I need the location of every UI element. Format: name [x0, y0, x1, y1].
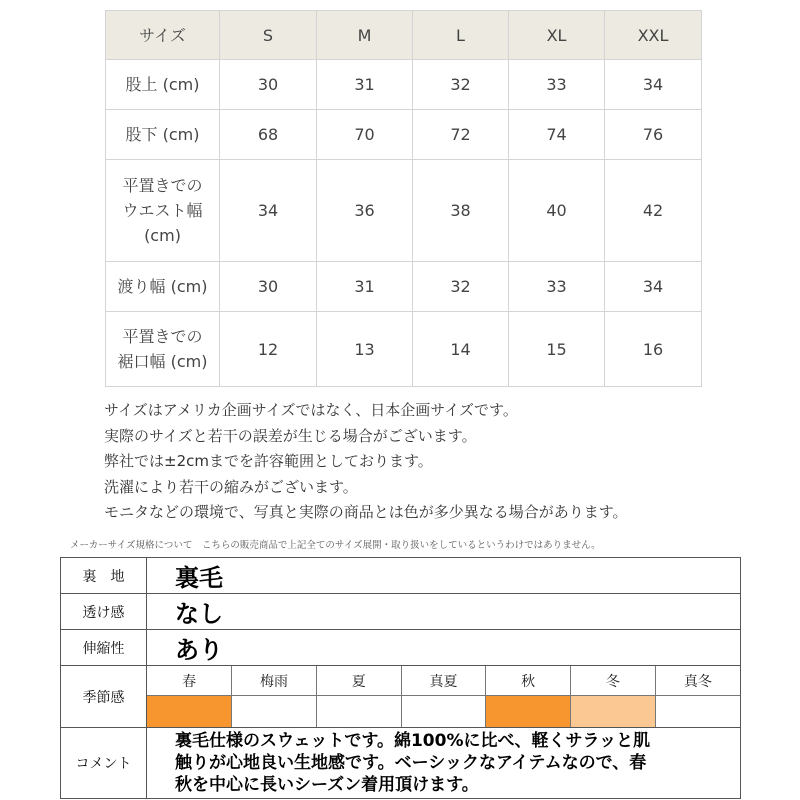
spec-label-season: 季節感 — [61, 666, 147, 728]
size-cell: 31 — [317, 262, 413, 312]
size-cell: 42 — [605, 160, 702, 262]
size-cell: 14 — [413, 312, 509, 387]
comment-line: 裏毛仕様のスウェットです。綿100%に比べ、軽くサラッと肌 — [175, 731, 651, 751]
size-cell: 32 — [413, 262, 509, 312]
season-name: 冬 — [571, 666, 656, 696]
size-cell: 16 — [605, 312, 702, 387]
size-row-thigh — [106, 262, 702, 312]
size-cell: 33 — [509, 262, 605, 312]
season-name: 夏 — [316, 666, 401, 696]
spec-row-lining — [61, 558, 741, 594]
size-header-s: S — [220, 11, 317, 60]
size-row-waist — [106, 160, 702, 262]
season-indicator — [571, 696, 656, 728]
season-grid — [147, 666, 740, 727]
season-indicator — [316, 696, 401, 728]
spec-row-sheer — [61, 594, 741, 630]
size-header-xxl: XXL — [605, 11, 702, 60]
season-grid-cell — [147, 666, 741, 728]
size-cell: 34 — [605, 262, 702, 312]
size-header-l: L — [413, 11, 509, 60]
season-indicator — [147, 696, 232, 728]
season-name: 真冬 — [655, 666, 740, 696]
row-label-waist: 平置きでの ウエスト幅 (cm) — [106, 160, 220, 262]
size-cell: 34 — [220, 160, 317, 262]
size-notes — [104, 398, 628, 526]
size-cell: 76 — [605, 110, 702, 160]
season-name: 真夏 — [401, 666, 486, 696]
size-cell: 32 — [413, 60, 509, 110]
season-indicator-row — [147, 696, 740, 728]
season-indicator — [655, 696, 740, 728]
note-line: 洗濯により若干の縮みがございます。 — [104, 477, 358, 496]
spec-label-lining: 裏 地 — [61, 558, 147, 594]
season-name: 春 — [147, 666, 232, 696]
season-indicator — [486, 696, 571, 728]
size-header-cell: サイズ — [106, 11, 220, 60]
size-cell: 30 — [220, 60, 317, 110]
size-header-xl: XL — [509, 11, 605, 60]
size-cell: 38 — [413, 160, 509, 262]
size-row-hem — [106, 312, 702, 387]
spec-table — [60, 557, 741, 799]
comment-line: 秋を中心に長いシーズン着用頂けます。 — [175, 775, 479, 795]
note-line: 実際のサイズと若干の誤差が生じる場合がございます。 — [104, 426, 477, 445]
spec-value-stretch: あり — [147, 630, 741, 666]
spec-value-lining: 裏毛 — [147, 558, 741, 594]
size-cell: 72 — [413, 110, 509, 160]
size-cell: 34 — [605, 60, 702, 110]
size-cell: 13 — [317, 312, 413, 387]
size-cell: 12 — [220, 312, 317, 387]
size-chart-table — [105, 10, 702, 387]
size-cell: 68 — [220, 110, 317, 160]
season-indicator — [232, 696, 317, 728]
season-name: 秋 — [486, 666, 571, 696]
note-line: サイズはアメリカ企画サイズではなく、日本企画サイズです。 — [104, 401, 518, 419]
spec-row-comment — [61, 728, 741, 799]
size-cell: 30 — [220, 262, 317, 312]
size-cell: 31 — [317, 60, 413, 110]
spec-value-sheer: なし — [147, 594, 741, 630]
spec-label-stretch: 伸縮性 — [61, 630, 147, 666]
note-line: 弊社では±2cmまでを許容範囲としております。 — [104, 452, 433, 471]
note-line: モニタなどの環境で、写真と実際の商品とは色が多少異なる場合があります。 — [104, 503, 628, 522]
row-label-inseam: 股下 (cm) — [106, 110, 220, 160]
row-label-rise: 股上 (cm) — [106, 60, 220, 110]
size-cell: 15 — [509, 312, 605, 387]
spec-row-season — [61, 666, 741, 728]
size-cell: 36 — [317, 160, 413, 262]
size-disclaimer: メーカーサイズ規格について こちらの販売商品で上記全てのサイズ展開・取り扱いをしているというわけではありません。 — [70, 540, 601, 551]
size-cell: 70 — [317, 110, 413, 160]
spec-comment — [147, 728, 741, 799]
size-header-row — [106, 11, 702, 60]
spec-row-stretch — [61, 630, 741, 666]
size-cell: 33 — [509, 60, 605, 110]
spec-label-sheer: 透け感 — [61, 594, 147, 630]
size-row-inseam — [106, 110, 702, 160]
row-label-hem: 平置きでの 裾口幅 (cm) — [106, 312, 220, 387]
size-cell: 40 — [509, 160, 605, 262]
comment-line: 触りが心地良い生地感です。ベーシックなアイテムなので、春 — [175, 753, 647, 773]
spec-label-comment: コメント — [61, 728, 147, 799]
size-header-m: M — [317, 11, 413, 60]
season-name-row — [147, 666, 740, 696]
row-label-thigh: 渡り幅 (cm) — [106, 262, 220, 312]
season-indicator — [401, 696, 486, 728]
size-cell: 74 — [509, 110, 605, 160]
season-name: 梅雨 — [232, 666, 317, 696]
size-row-rise — [106, 60, 702, 110]
